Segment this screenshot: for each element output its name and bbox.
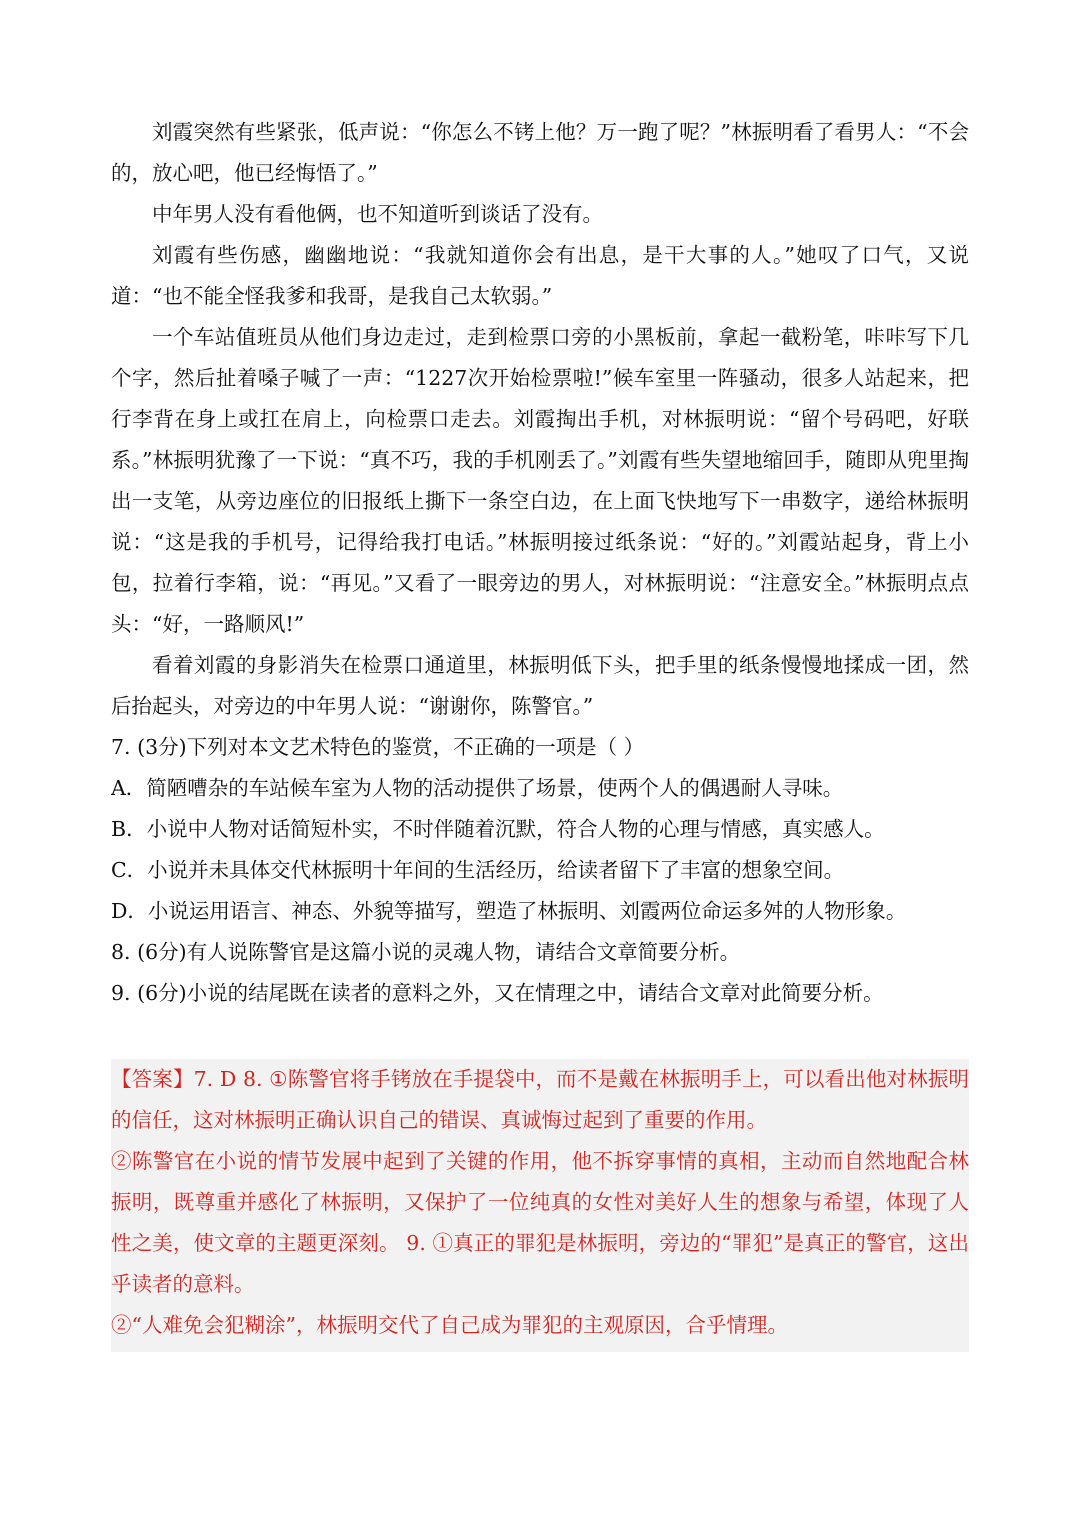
question-7: 7. (3分)下列对本文艺术特色的鉴赏，不正确的一项是（ ） [111,735,645,759]
story-paragraph: 看着刘霞的身影消失在检票口通道里，林振明低下头，把手里的纸条慢慢地揉成一团，然后抬起头，对旁边的中年男人说：“谢谢你，陈警官。” [111,653,969,718]
story-and-questions [111,112,969,1014]
answer-tag: 【答案】 [111,1067,194,1091]
answer-line-2: ②陈警官在小说的情节发展中起到了关键的作用，他不拆穿事情的真相，主动而自然地配合林振明，既尊重并感化了林振明，又保护了一位纯真的女性对美好人生的想象与希望，体现了人性之美，使文章的主题更深刻。 9. ①真正的罪犯是林振明，旁边的“罪犯”是真正的警官，这出乎读者的意料。 [111,1149,969,1296]
answer-text-1: 7. D 8. ①陈警官将手铐放在手提袋中，而不是戴在林振明手上，可以看出他对林振明的信任，这对林振明正确认识自己的错误、真诚悔过起到了重要的作用。 [111,1067,970,1132]
question-7-option-c: C．小说并未具体交代林振明十年间的生活经历，给读者留下了丰富的想象空间。 [111,858,845,882]
answer-line-3: ②“人难免会犯糊涂”，林振明交代了自己成为罪犯的主观原因，合乎情理。 [111,1313,788,1337]
story-paragraph: 刘霞突然有些紧张，低声说：“你怎么不铐上他？万一跑了呢？”林振明看了看男人：“不会的，放心吧，他已经悔悟了。” [111,120,969,185]
question-7-option-a: A．简陋嘈杂的车站候车室为人物的活动提供了场景，使两个人的偶遇耐人寻味。 [111,776,844,800]
answer-box [111,1059,969,1352]
answer-line-1 [111,1059,969,1141]
question-7-option-d: D．小说运用语言、神态、外貌等描写，塑造了林振明、刘霞两位命运多舛的人物形象。 [111,899,907,923]
story-paragraph: 一个车站值班员从他们身边走过，走到检票口旁的小黑板前，拿起一截粉笔，咔咔写下几个字，然后扯着嗓子喊了一声：“1227次开始检票啦!”候车室里一阵骚动，很多人站起来，把行李背在身上或扛在肩上，向检票口走去。刘霞掏出手机，对林振明说：“留个号码吧，好联系。”林振明犹豫了一下说：“真不巧，我的手机刚丢了。”刘霞有些失望地缩回手，随即从兜里掏出一支笔，从旁边座位的旧报纸上撕下一条空白边，在上面飞快地写下一串数字，递给林振明说：“这是我的手机号，记得给我打电话。”林振明接过纸条说：“好的。”刘霞站起身，背上小包，拉着行李箱，说：“再见。”又看了一眼旁边的男人，对林振明说：“注意安全。”林振明点点头：“好，一路顺风!” [111,325,969,636]
story-paragraph: 刘霞有些伤感，幽幽地说：“我就知道你会有出息，是干大事的人。”她叹了口气，又说道：“也不能全怪我爹和我哥，是我自己太软弱。” [111,243,969,308]
question-8: 8. (6分)有人说陈警官是这篇小说的灵魂人物，请结合文章简要分析。 [111,940,741,964]
question-7-option-b: B．小说中人物对话简短朴实，不时伴随着沉默，符合人物的心理与情感，真实感人。 [111,817,885,841]
question-9: 9. (6分)小说的结尾既在读者的意料之外，又在情理之中，请结合文章对此简要分析。 [111,981,884,1005]
story-paragraph: 中年男人没有看他俩，也不知道听到谈话了没有。 [152,202,603,226]
